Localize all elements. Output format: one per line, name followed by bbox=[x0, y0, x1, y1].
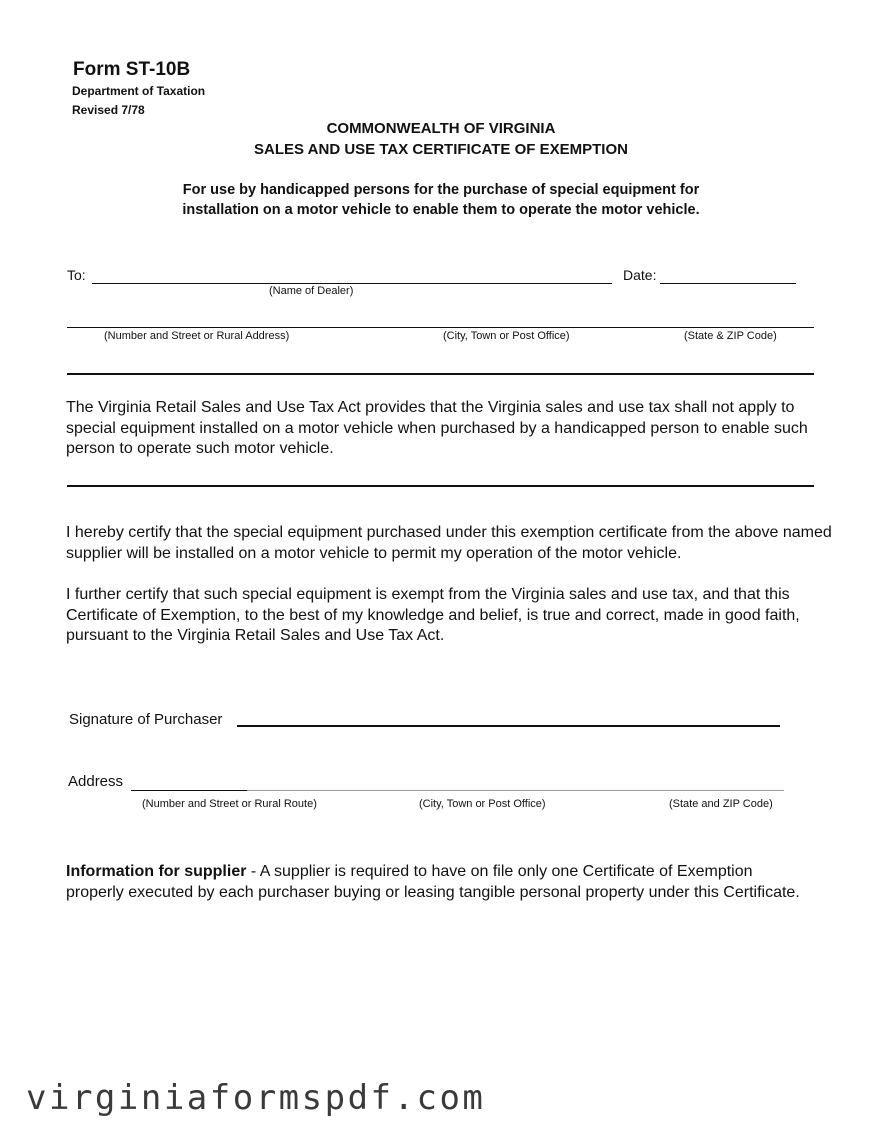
watermark-text: virginiaformspdf.com bbox=[26, 1078, 486, 1118]
dealer-name-line bbox=[92, 283, 612, 284]
form-title-line2: SALES AND USE TAX CERTIFICATE OF EXEMPTION bbox=[254, 141, 628, 158]
dealer-address-field[interactable] bbox=[70, 310, 810, 326]
section-divider-1 bbox=[67, 373, 814, 375]
dealer-address-line bbox=[67, 327, 814, 328]
signature-label: Signature of Purchaser bbox=[69, 711, 223, 728]
signature-line bbox=[237, 725, 780, 727]
purchaser-city-caption: (City, Town or Post Office) bbox=[419, 798, 546, 810]
certification-paragraph-1: I hereby certify that the special equipment purchased under this exemption certificate from the above named supplier will be installed on a motor vehicle to permit my operation of the motor vehicle. bbox=[66, 524, 832, 562]
dealer-name-caption: (Name of Dealer) bbox=[269, 285, 354, 297]
purchaser-address-line-b bbox=[247, 790, 784, 791]
form-number: Form ST-10B bbox=[73, 59, 191, 80]
section-divider-2 bbox=[67, 485, 814, 487]
purchaser-address-field[interactable] bbox=[135, 773, 780, 789]
purchaser-address-line-a bbox=[131, 790, 247, 791]
supplier-info-text: - A supplier is required to have on file only one Certificate of Exemption properly executed by each purchaser buying or leasing tangible personal property under this Certificate. bbox=[66, 863, 800, 901]
purchaser-address-caption: (Number and Street or Rural Route) bbox=[142, 798, 317, 810]
dealer-address-caption: (Number and Street or Rural Address) bbox=[104, 330, 290, 342]
dealer-city-caption: (City, Town or Post Office) bbox=[443, 330, 570, 342]
purpose-line2: installation on a motor vehicle to enable them to operate the motor vehicle. bbox=[182, 202, 700, 218]
dealer-name-field[interactable] bbox=[96, 266, 608, 282]
form-title-line1: COMMONWEALTH OF VIRGINIA bbox=[326, 120, 556, 137]
purpose-line1: For use by handicapped persons for the purchase of special equipment for bbox=[182, 182, 700, 198]
department-name: Department of Taxation bbox=[72, 84, 206, 98]
purchaser-address-label: Address bbox=[68, 773, 124, 790]
dealer-state-caption: (State & ZIP Code) bbox=[684, 330, 777, 342]
supplier-info-heading: Information for supplier bbox=[66, 863, 247, 880]
supplier-information bbox=[66, 862, 806, 903]
certification-paragraph-2: I further certify that such special equipment is exempt from the Virginia sales and use tax, and that this Certificate of Exemption, to the best of my knowledge and belief, is true and correct, made in good faith, pursuant to the Virginia Retail Sales and Use Tax Act. bbox=[66, 586, 800, 645]
to-label: To: bbox=[67, 267, 86, 283]
revision-date: Revised 7/78 bbox=[72, 103, 145, 117]
signature-field[interactable] bbox=[240, 707, 776, 724]
date-field[interactable] bbox=[664, 266, 792, 282]
date-label: Date: bbox=[623, 267, 657, 283]
statute-paragraph: The Virginia Retail Sales and Use Tax Act provides that the Virginia sales and use tax shall not apply to special equipment installed on a motor vehicle when purchased by a handicapped person to enable such person to operate such motor vehicle. bbox=[66, 399, 808, 458]
purchaser-state-caption: (State and ZIP Code) bbox=[669, 798, 773, 810]
date-line bbox=[660, 283, 796, 284]
